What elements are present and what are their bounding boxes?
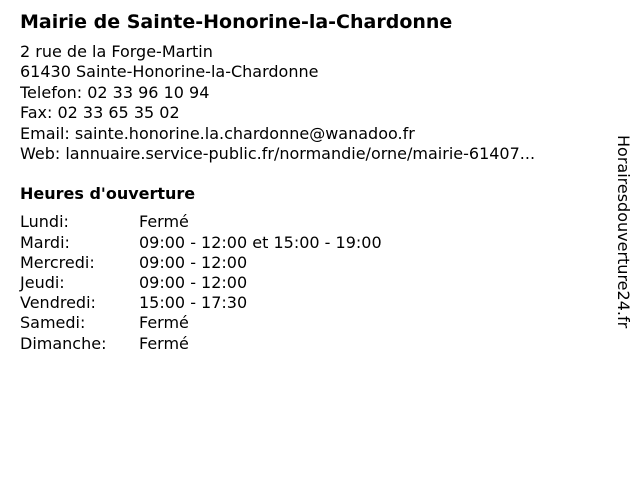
day-hours: 09:00 - 12:00 [139,252,248,272]
day-hours: Fermé [139,333,189,353]
day-hours: 09:00 - 12:00 et 15:00 - 19:00 [139,232,382,252]
office-title: Mairie de Sainte-Honorine-la-Chardonne [20,11,453,33]
day-label: Mercredi: [20,252,95,272]
hours-row-thursday [20,273,600,293]
day-label: Samedi: [20,313,86,333]
day-label: Jeudi: [20,273,65,293]
hours-table [20,212,600,353]
day-label: Dimanche: [20,333,107,353]
day-hours: Fermé [139,313,189,333]
hours-row-monday [20,212,600,232]
phone-line: Telefon: 02 33 96 10 94 [20,82,210,102]
hours-row-wednesday [20,253,600,273]
brand-watermark: Horairesdouverture24.fr [614,135,633,329]
address-line-2: 61430 Sainte-Honorine-la-Chardonne [20,62,319,82]
email-line: Email: sainte.honorine.la.chardonne@wanadoo.fr [20,123,415,143]
day-hours: 15:00 - 17:30 [139,293,248,313]
day-label: Mardi: [20,232,70,252]
contact-block [20,42,600,164]
hours-row-friday [20,293,600,313]
day-label: Lundi: [20,212,69,232]
hours-row-sunday [20,334,600,354]
day-label: Vendredi: [20,293,96,313]
hours-heading: Heures d'ouverture [20,184,196,204]
address-line-1: 2 rue de la Forge-Martin [20,42,213,61]
day-hours: 09:00 - 12:00 [139,273,248,293]
hours-row-saturday [20,313,600,333]
hours-row-tuesday [20,233,600,253]
web-line: Web: lannuaire.service-public.fr/normandie/orne/mairie-61407... [20,144,536,164]
opening-hours-card [20,10,600,354]
day-hours: Fermé [139,212,189,232]
fax-line: Fax: 02 33 65 35 02 [20,103,180,123]
